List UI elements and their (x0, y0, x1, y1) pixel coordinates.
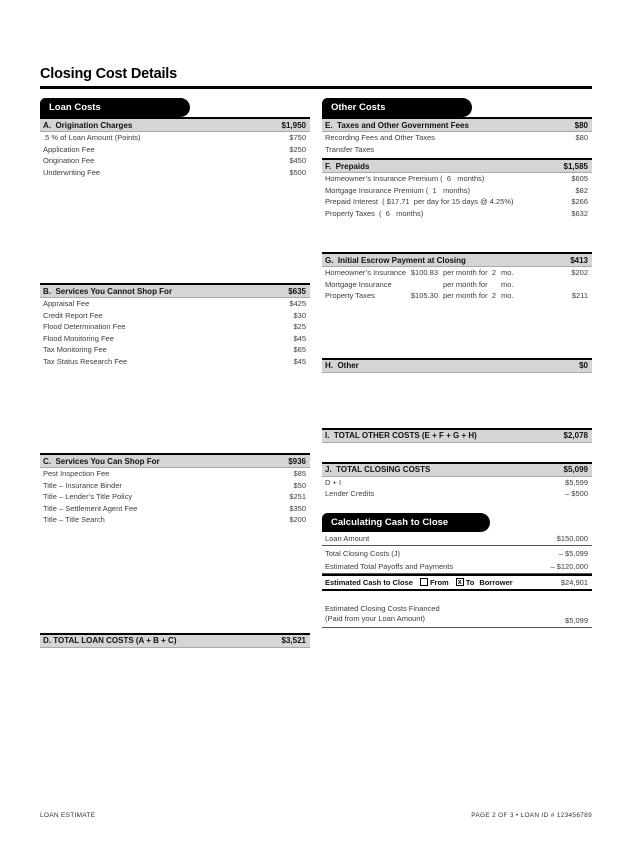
fee-label: Property Taxes ( 6 months) (325, 208, 424, 218)
section-header-j (322, 462, 592, 477)
section-taxes-government-fees (322, 117, 592, 155)
fee-row (322, 173, 592, 185)
fee-row (322, 196, 592, 208)
fee-value: – $500 (565, 489, 588, 498)
fee-value: $82 (575, 185, 588, 195)
other-costs-tab: Other Costs (322, 98, 472, 117)
section-total: $0 (579, 361, 588, 370)
fee-row (40, 503, 310, 515)
financed-line1: Estimated Closing Costs Financed (325, 603, 440, 613)
escrow-row (322, 267, 592, 279)
fee-row (40, 155, 310, 167)
escrow-monthly-amount (408, 279, 438, 291)
fee-row (40, 333, 310, 345)
escrow-mo-text: mo. (501, 291, 514, 300)
from-checkbox[interactable] (420, 578, 428, 586)
escrow-value (514, 279, 588, 291)
fee-value: $632 (571, 208, 588, 218)
section-total-other-costs (322, 428, 592, 443)
fee-row (40, 344, 310, 356)
fee-row (322, 477, 592, 489)
cash-label: Estimated Total Payoffs and Payments (325, 561, 454, 571)
section-header-c (40, 453, 310, 468)
other-costs-column (322, 98, 592, 628)
fee-value: $250 (289, 144, 306, 154)
fee-row (40, 167, 310, 179)
escrow-per-month-text: per month for (443, 279, 488, 289)
section-title: B. Services You Cannot Shop For (43, 286, 173, 296)
section-total: $413 (570, 255, 588, 265)
fee-row (40, 480, 310, 492)
estimated-cash-value: $24,901 (560, 577, 588, 587)
section-title: D. TOTAL LOAN COSTS (A + B + C) (43, 636, 177, 645)
section-header-f (322, 158, 592, 173)
fee-row (40, 356, 310, 368)
fee-row (40, 468, 310, 480)
section-header-a (40, 117, 310, 132)
fee-label: Flood Monitoring Fee (43, 333, 114, 343)
fee-value: $750 (289, 133, 306, 142)
cash-to-close-section (322, 513, 592, 628)
escrow-label: Property Taxes (325, 291, 375, 300)
escrow-label: Mortgage Insurance (325, 279, 392, 289)
escrow-value: $202 (571, 268, 588, 277)
financed-value: $5,099 (565, 615, 588, 625)
escrow-monthly-amount: $100.83 (410, 268, 438, 277)
section-header-g (322, 252, 592, 267)
fee-row (322, 132, 592, 144)
section-total-loan-costs (40, 633, 310, 648)
footer-page-info: PAGE 2 OF 3 • LOAN ID # 123456789 (471, 812, 592, 819)
fee-row (40, 491, 310, 503)
fee-label: Tax Monitoring Fee (43, 345, 107, 354)
section-header-e (322, 117, 592, 132)
fee-label: Application Fee (43, 144, 95, 154)
cash-label: Total Closing Costs (J) (325, 548, 401, 558)
escrow-per-month-text: per month for (443, 268, 488, 277)
fee-value: $605 (571, 174, 588, 183)
fee-value: $450 (289, 156, 306, 165)
page-title: Closing Cost Details (40, 66, 177, 82)
fee-label: Flood Determination Fee (43, 322, 126, 331)
fee-value: $5,599 (565, 477, 588, 487)
escrow-row (322, 290, 592, 302)
fee-value: $45 (293, 333, 306, 343)
cash-value: – $5,099 (558, 548, 588, 558)
section-title: F. Prepaids (325, 161, 370, 171)
escrow-row (322, 279, 592, 291)
fee-value: $50 (293, 480, 306, 490)
cash-row (322, 560, 592, 574)
section-total: $80 (574, 120, 588, 130)
fee-value: $45 (293, 356, 306, 366)
cash-row (322, 546, 592, 560)
cash-to-close-tab: Calculating Cash to Close (322, 513, 490, 532)
financed-line2: (Paid from your Loan Amount) (325, 614, 426, 623)
escrow-monthly-amount: $105.30 (410, 291, 438, 300)
section-title: I. TOTAL OTHER COSTS (E + F + G + H) (325, 431, 477, 440)
fee-label: Recording Fees and Other Taxes (325, 133, 435, 142)
cash-label: Loan Amount (325, 533, 370, 543)
to-label: To (465, 577, 475, 587)
footer-form-name: LOAN ESTIMATE (40, 812, 96, 819)
escrow-mo-text: mo. (501, 279, 514, 289)
section-total: $5,099 (563, 465, 588, 474)
fee-label: Pest Inspection Fee (43, 469, 110, 478)
escrow-label: Homeowner’s Insurance (325, 268, 407, 277)
fee-label: Title – Settlement Agent Fee (43, 503, 138, 513)
fee-label: Mortgage Insurance Premium ( 1 months) (325, 185, 471, 195)
loan-costs-column (40, 98, 310, 648)
fee-value: $65 (293, 345, 306, 354)
section-services-can-shop (40, 453, 310, 526)
cash-row (322, 532, 592, 546)
section-header-i (322, 428, 592, 443)
section-title: E. Taxes and Other Government Fees (325, 120, 469, 130)
estimated-cash-label: Estimated Cash to Close (325, 577, 413, 587)
fee-value: $30 (293, 310, 306, 320)
fee-label: Title – Title Search (43, 515, 105, 524)
fee-row (322, 144, 592, 156)
section-header-b (40, 283, 310, 298)
fee-label: Transfer Taxes (325, 144, 375, 154)
fee-row (322, 185, 592, 197)
section-services-cannot-shop (40, 283, 310, 367)
fee-value: $350 (289, 503, 306, 513)
estimated-cash-to-close-row (322, 574, 592, 591)
escrow-months (490, 279, 498, 291)
fee-label: Title – Insurance Binder (43, 480, 122, 490)
fee-label: Lender Credits (325, 489, 375, 498)
fee-value: $425 (289, 299, 306, 308)
cash-value: – $120,000 (550, 561, 588, 571)
loan-costs-tab: Loan Costs (40, 98, 190, 117)
fee-label: Prepaid Interest ( $17.71 per day for 15 days @ 4.25%) (325, 197, 514, 206)
fee-value: $500 (289, 167, 306, 177)
escrow-per-month-text: per month for (443, 291, 488, 300)
section-header-d (40, 633, 310, 648)
section-total: $936 (288, 456, 306, 466)
fee-row (40, 144, 310, 156)
fee-value: $266 (571, 197, 588, 206)
section-total: $1,950 (281, 120, 306, 130)
fee-label: Underwriting Fee (43, 167, 101, 177)
fee-value: $200 (289, 515, 306, 524)
fee-label: Tax Status Research Fee (43, 356, 128, 366)
fee-row (322, 208, 592, 220)
fee-row (40, 298, 310, 310)
section-initial-escrow (322, 252, 592, 302)
fee-value: $25 (293, 322, 306, 331)
fee-row (40, 132, 310, 144)
page-footer (40, 812, 592, 819)
cash-value: $150,000 (556, 533, 588, 543)
section-title: H. Other (325, 361, 359, 370)
escrow-months: 2 (491, 291, 497, 300)
section-total: $2,078 (563, 431, 588, 440)
section-title: J. TOTAL CLOSING COSTS (325, 465, 431, 474)
escrow-value: $211 (571, 291, 588, 300)
fee-label: D + I (325, 477, 342, 487)
section-total: $1,585 (563, 161, 588, 171)
section-title: A. Origination Charges (43, 120, 133, 130)
fee-label: .5 % of Loan Amount (Points) (43, 133, 141, 142)
fee-row (322, 488, 592, 500)
escrow-months: 2 (491, 268, 497, 277)
fee-row (40, 514, 310, 526)
to-checkbox[interactable]: x (456, 578, 464, 586)
fee-row (40, 310, 310, 322)
fee-label: Credit Report Fee (43, 310, 103, 320)
fee-value: $80 (575, 133, 588, 142)
fee-label: Title – Lender’s Title Policy (43, 492, 133, 501)
section-header-h (322, 358, 592, 373)
party-label: Borrower (479, 577, 513, 587)
fee-label: Homeowner’s Insurance Premium ( 6 months) (325, 174, 485, 183)
fee-value: $85 (293, 469, 306, 478)
section-prepaids (322, 158, 592, 219)
financed-labels (325, 604, 440, 625)
section-total: $3,521 (281, 636, 306, 645)
section-origination-charges (40, 117, 310, 178)
title-divider (40, 86, 592, 89)
section-title: G. Initial Escrow Payment at Closing (325, 255, 466, 265)
from-label: From (429, 577, 449, 587)
fee-label: Origination Fee (43, 156, 95, 165)
section-total: $635 (288, 286, 306, 296)
escrow-mo-text: mo. (501, 268, 514, 277)
closing-costs-financed-block (322, 604, 592, 628)
fee-label: Appraisal Fee (43, 299, 90, 308)
fee-row (40, 321, 310, 333)
section-title: C. Services You Can Shop For (43, 456, 160, 466)
section-other (322, 358, 592, 373)
fee-value: $251 (289, 492, 306, 501)
section-total-closing-costs (322, 462, 592, 500)
